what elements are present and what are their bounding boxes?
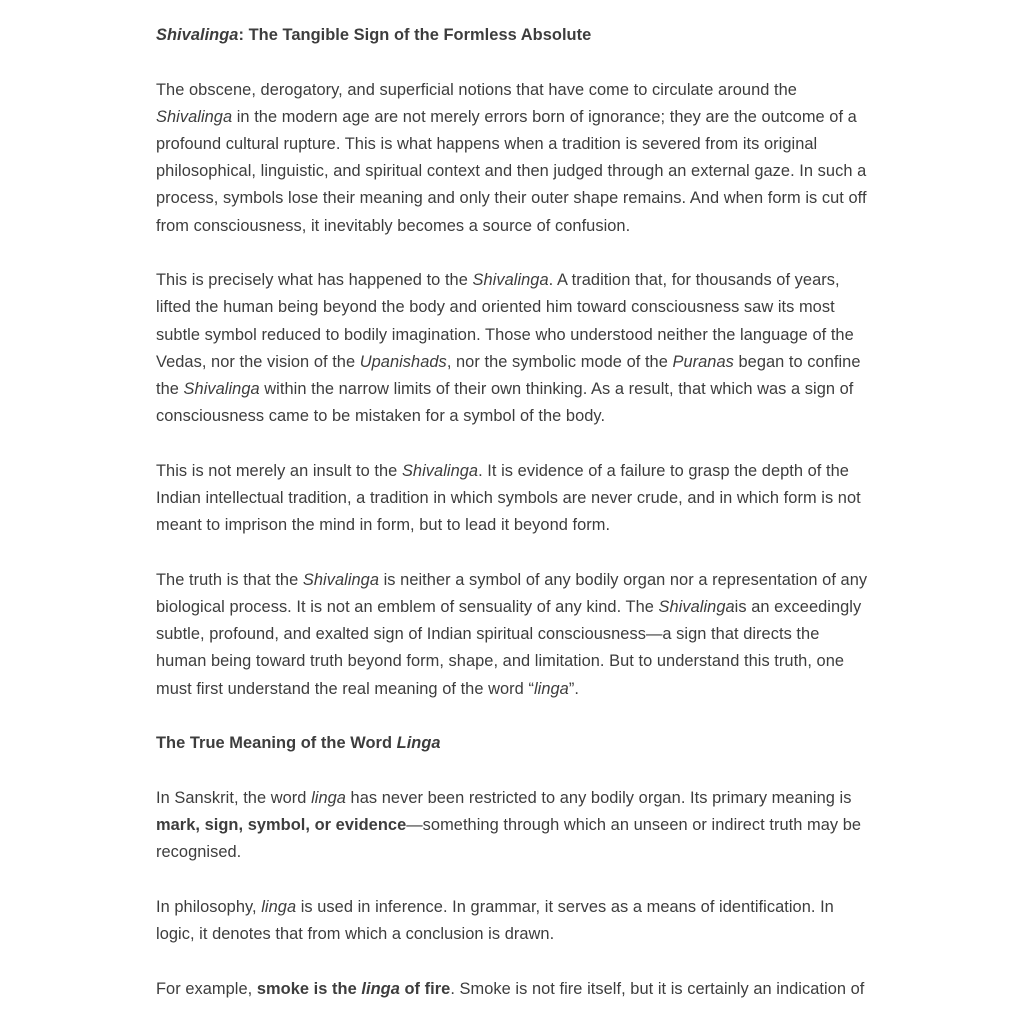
text-span: This is precisely what has happened to the [156,271,473,290]
title-italic: Shivalinga [156,26,239,44]
text-span: ”. [568,679,579,698]
text-span: in the modern age are not merely errors born of ignorance; they are the outcome of a profound cultural rupture. This is what happens when a tradition is severed from its original philosophical, linguistic, and spiritual context and then judged through an external gaze. In such a process, symbols lose their meaning and only their outer shape remains. And when form is cut off from consciousness, it inevitably becomes a source of confusion. [156,107,867,235]
text-span: is neither a symbol of any bodily organ nor a representation of any biological process. It is not an emblem of sensuality of any kind. The [156,570,868,617]
italic-term: Shivalinga [156,107,233,126]
italic-term: linga [261,897,297,916]
section-heading [156,730,868,757]
heading-italic: Linga [396,734,441,753]
bold-phrase [257,980,450,998]
text-span: , nor the symbolic mode of the [446,352,673,371]
text-span: —something through which an unseen or indirect truth may be recognised. [156,816,862,862]
text-span: has never been restricted to any bodily organ. Its primary meaning is [345,788,852,807]
paragraph-1 [156,77,868,240]
text-span: In philosophy, [156,897,262,916]
italic-term: Shivalinga [401,461,479,480]
italic-term: Puranas [672,352,734,371]
text-span: In Sanskrit, the word [156,788,312,807]
bold-term: of fire [399,979,451,998]
text-span: is an exceedingly subtle, profound, and exalted sign of Indian spiritual consciousness—a sign that directs the human being toward truth beyond form, shape, and limitation. But to understand this truth, one must first understand the real meaning of the word “ [156,598,862,698]
paragraph-2 [156,267,868,430]
bold-term: smoke is the [256,979,362,998]
text-span: The truth is that the [156,570,303,589]
italic-term: Shivalinga [302,570,380,589]
italic-term: Shivalinga [183,380,260,399]
text-span: . Smoke is not fire itself, but it is certainly an indication of [450,979,865,998]
bold-italic-term: linga [361,979,400,998]
text-span: For example, [156,979,257,998]
heading-text: The True Meaning of the Word [156,734,397,753]
text-span: This is not merely an insult to the [156,461,402,480]
article-title [156,22,868,49]
bold-term: mark, sign, symbol, or evidence [156,816,407,835]
text-span: . A tradition that, for thousands of years, lifted the human being beyond the body and oriented him toward consciousness saw its most subtle symbol reduced to bodily imagination. Those who understood neither the language of the Vedas, nor the vision of the [156,271,854,371]
paragraph-6 [156,894,868,948]
text-span: within the narrow limits of their own thinking. As a result, that which was a sign of consciousness came to be mistaken for a symbol of the body. [156,380,854,426]
paragraph-7 [156,976,868,1003]
italic-term: Upanishads [359,352,447,371]
text-span: began to confine the [156,352,861,399]
paragraph-5 [156,785,868,867]
text-span: . It is evidence of a failure to grasp the depth of the Indian intellectual tradition, a tradition in which symbols are never crude, and in which form is not meant to imprison the mind in form, but to lead it beyond form. [156,461,861,535]
paragraph-3 [156,458,868,540]
text-span: The obscene, derogatory, and superficial notions that have come to circulate around the [156,80,797,99]
italic-term: linga [311,788,346,807]
text-span: is used in inference. In grammar, it serves as a means of identification. In logic, it denotes that from which a conclusion is drawn. [156,897,834,944]
title-rest: : The Tangible Sign of the Formless Absolute [238,26,592,44]
article [156,22,868,1030]
italic-term: linga [533,679,569,698]
italic-term: Shivalinga [472,271,549,290]
italic-term: Shivalinga [658,598,735,617]
paragraph-4 [156,567,868,703]
